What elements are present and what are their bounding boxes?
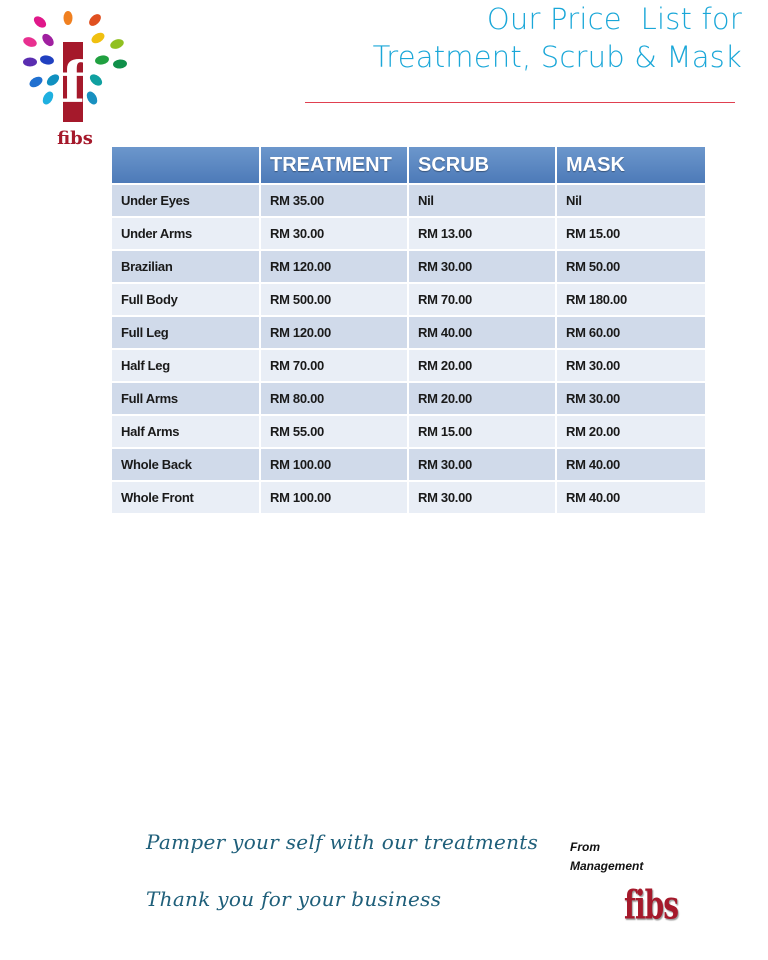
mask-price: RM 30.00 xyxy=(556,382,705,415)
scrub-price: RM 30.00 xyxy=(408,448,556,481)
logo-letter: f xyxy=(60,50,86,116)
mask-price: RM 180.00 xyxy=(556,283,705,316)
scrub-price: RM 70.00 xyxy=(408,283,556,316)
logo-wordmark: fibs xyxy=(57,128,93,149)
scrub-price: RM 15.00 xyxy=(408,415,556,448)
fibs-brand-mark: fibs xyxy=(624,882,679,929)
scrub-price: RM 40.00 xyxy=(408,316,556,349)
treatment-price: RM 100.00 xyxy=(260,448,408,481)
fibs-logo xyxy=(20,10,130,150)
mask-price: RM 40.00 xyxy=(556,448,705,481)
area-cell: Whole Front xyxy=(112,481,260,513)
treatment-price: RM 120.00 xyxy=(260,316,408,349)
table-row xyxy=(112,415,705,448)
mask-price: RM 40.00 xyxy=(556,481,705,513)
table-header-row xyxy=(112,147,705,184)
from-management xyxy=(570,838,643,876)
area-cell: Under Eyes xyxy=(112,184,260,217)
header-scrub: SCRUB xyxy=(408,147,556,184)
treatment-price: RM 500.00 xyxy=(260,283,408,316)
table-row xyxy=(112,349,705,382)
scrub-price: RM 30.00 xyxy=(408,250,556,283)
header-mask: MASK xyxy=(556,147,705,184)
page-title xyxy=(373,0,742,76)
mask-price: RM 50.00 xyxy=(556,250,705,283)
management-label: Management xyxy=(570,859,644,873)
table-row xyxy=(112,382,705,415)
table-row xyxy=(112,448,705,481)
table-row xyxy=(112,481,705,513)
treatment-price: RM 55.00 xyxy=(260,415,408,448)
area-cell: Half Leg xyxy=(112,349,260,382)
treatment-price: RM 35.00 xyxy=(260,184,408,217)
flower-logo-icon xyxy=(20,10,130,150)
price-table xyxy=(112,147,705,513)
scrub-price: RM 20.00 xyxy=(408,349,556,382)
area-cell: Full Leg xyxy=(112,316,260,349)
table-row xyxy=(112,316,705,349)
table-row xyxy=(112,184,705,217)
thank-you-message: Thank you for your business xyxy=(146,887,442,911)
header-blank xyxy=(112,147,260,184)
treatment-price: RM 30.00 xyxy=(260,217,408,250)
area-cell: Full Body xyxy=(112,283,260,316)
scrub-price: Nil xyxy=(408,184,556,217)
mask-price: RM 15.00 xyxy=(556,217,705,250)
header-treatment: TREATMENT xyxy=(260,147,408,184)
table-row xyxy=(112,283,705,316)
treatment-price: RM 120.00 xyxy=(260,250,408,283)
mask-price: RM 60.00 xyxy=(556,316,705,349)
title-divider xyxy=(305,102,735,103)
mask-price: Nil xyxy=(556,184,705,217)
mask-price: RM 30.00 xyxy=(556,349,705,382)
treatment-price: RM 80.00 xyxy=(260,382,408,415)
treatment-price: RM 70.00 xyxy=(260,349,408,382)
area-cell: Whole Back xyxy=(112,448,260,481)
table-row xyxy=(112,250,705,283)
pamper-message: Pamper your self with our treatments xyxy=(146,830,539,854)
area-cell: Full Arms xyxy=(112,382,260,415)
treatment-price: RM 100.00 xyxy=(260,481,408,513)
area-cell: Half Arms xyxy=(112,415,260,448)
area-cell: Under Arms xyxy=(112,217,260,250)
scrub-price: RM 30.00 xyxy=(408,481,556,513)
from-label: From xyxy=(570,840,600,854)
table-row xyxy=(112,217,705,250)
mask-price: RM 20.00 xyxy=(556,415,705,448)
area-cell: Brazilian xyxy=(112,250,260,283)
title-line-1: Our Price List for xyxy=(486,2,742,36)
scrub-price: RM 20.00 xyxy=(408,382,556,415)
title-line-2: Treatment, Scrub & Mask xyxy=(372,40,742,74)
scrub-price: RM 13.00 xyxy=(408,217,556,250)
